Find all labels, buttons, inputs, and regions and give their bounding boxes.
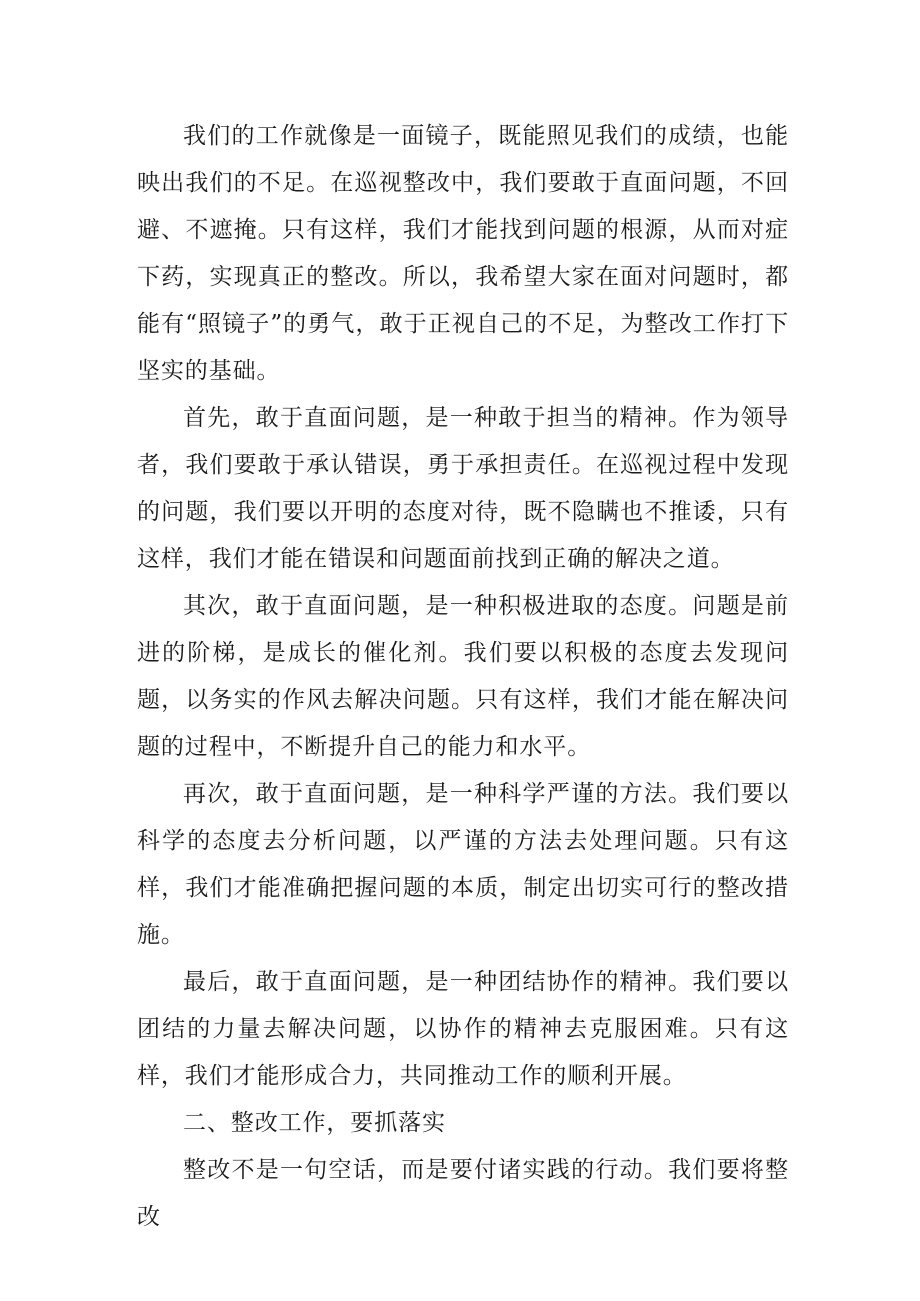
paragraph-implementation: 整改不是一句空话，而是要付诸实践的行动。我们要将整改: [137, 1157, 789, 1230]
paragraph-mirror-metaphor: 我们的工作就像是一面镜子，既能照见我们的成绩，也能映出我们的不足。在巡视整改中，我们要敢于直面问题，不回避、不遮掩。只有这样，我们才能找到问题的根源，从而对症下药，实现真正的整改。所以，我希望大家在面对问题时，都能有“照镜子”的勇气，敢于正视自己的不足，为整改工作打下坚实的基础。: [137, 123, 789, 384]
section-heading: 二、整改工作，要抓落实: [183, 1110, 446, 1136]
document-body: [137, 113, 789, 1241]
paragraph-last-teamwork: 最后，敢于直面问题，是一种团结协作的精神。我们要以团结的力量去解决问题，以协作的精神去克服困难。只有这样，我们才能形成合力，共同推动工作的顺利开展。: [137, 969, 789, 1089]
paragraph-second-attitude: 其次，敢于直面问题，是一种积极进取的态度。问题是前进的阶梯，是成长的催化剂。我们要以积极的态度去发现问题，以务实的作风去解决问题。只有这样，我们才能在解决问题的过程中，不断提升自己的能力和水平。: [137, 593, 789, 760]
paragraph-first-responsibility: 首先，敢于直面问题，是一种敢于担当的精神。作为领导者，我们要敢于承认错误，勇于承担责任。在巡视过程中发现的问题，我们要以开明的态度对待，既不隐瞒也不推诿，只有这样，我们才能在错误和问题面前找到正确的解决之道。: [137, 405, 789, 572]
paragraph-third-method: 再次，敢于直面问题，是一种科学严谨的方法。我们要以科学的态度去分析问题，以严谨的方法去处理问题。只有这样，我们才能准确把握问题的本质，制定出切实可行的整改措施。: [137, 781, 789, 948]
